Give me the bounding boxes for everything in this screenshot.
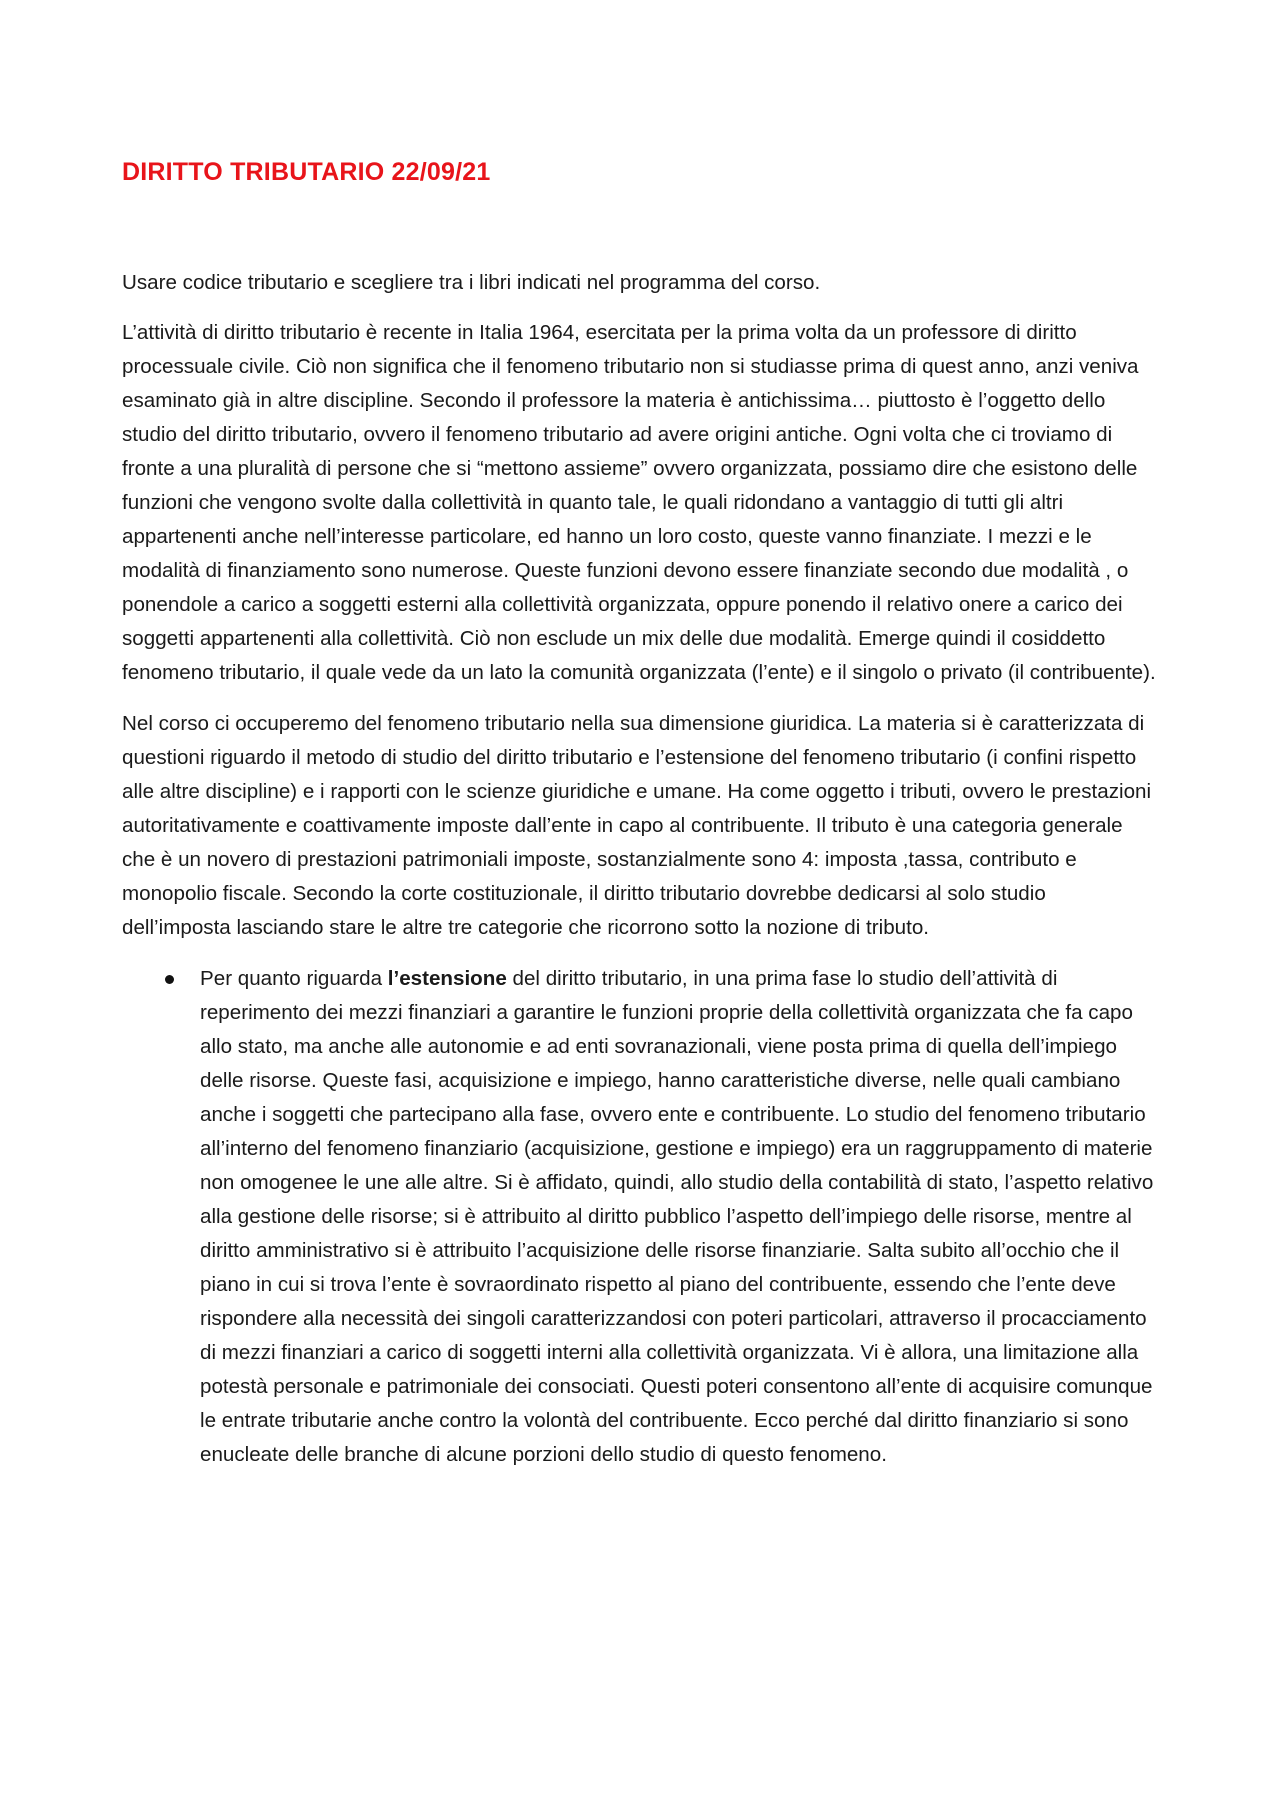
list-item [122,962,1160,1472]
bullet-text: del diritto tributario, in una prima fase lo studio dell’attività di reperimento dei mezzi finanziari a garantire le funzioni proprie della collettività organizzata che fa capo allo stato, ma anche alle autonomie e ad enti sovranazionali, viene posta prima di quella dell’impiego delle risorse. Queste fasi, acquisizione e impiego, hanno caratteristiche diverse, nelle quali cambiano anche i soggetti che partecipano alla fase, ovvero ente e contribuente. Lo studio del fenomeno tributario all’interno del fenomeno finanziario (acquisizione, gestione e impiego) era un raggruppamento di materie non omogenee le une alle altre. Si è affidato, quindi, allo studio della contabilità di stato, l’aspetto relativo alla gestione delle risorse; si è attribuito al diritto pubblico l’aspetto dell’impiego delle risorse, mentre al diritto amministrativo si è attribuito l’acquisizione delle risorse finanziarie. Salta subito all’occhio che il piano in cui si trova l’ente è sovraordinato rispetto al piano del contribuente, essendo che l’ente deve rispondere alla necessità dei singoli caratterizzandosi con poteri particolari, attraverso il procacciamento di mezzi finanziari a carico di soggetti interni alla collettività organizzata. Vi è allora, una limitazione alla potestà personale e patrimoniale dei consociati. Questi poteri consentono all’ente di acquisire comunque le entrate tributarie anche contro la volontà del contribuente. Ecco perché dal diritto finanziario si sono enucleate delle branche di alcune porzioni dello studio di questo fenomeno. [200,967,1154,1466]
document-title: DIRITTO TRIBUTARIO 22/09/21 [122,158,491,186]
paragraph-intro: Usare codice tributario e scegliere tra i libri indicati nel programma del corso. [122,271,821,294]
paragraph-course-scope: Nel corso ci occuperemo del fenomeno tributario nella sua dimensione giuridica. La materia si è caratterizzata di questioni riguardo il metodo di studio del diritto tributario e l’estensione del fenomeno tributario (i confini rispetto alle altre discipline) e i rapporti con le scienze giuridiche e umane. Ha come oggetto i tributi, ovvero le prestazioni autoritativamente e coattivamente imposte dall’ente in capo al contribuente. Il tributo è una categoria generale che è un novero di prestazioni patrimoniali imposte, sostanzialmente sono 4: imposta ,tassa, contributo e monopolio fiscale. Secondo la corte costituzionale, il diritto tributario dovrebbe dedicarsi al solo studio dell’imposta lasciando stare le altre tre categorie che ricorrono sotto la nozione di tributo. [122,712,1152,939]
bullet-list [122,962,1160,1472]
document-body [122,266,1160,1472]
paragraph-history: L’attività di diritto tributario è recente in Italia 1964, esercitata per la prima volta da un professore di diritto processuale civile. Ciò non significa che il fenomeno tributario non si studiasse prima di quest anno, anzi veniva esaminato già in altre discipline. Secondo il professore la materia è antichissima… piuttosto è l’oggetto dello studio del diritto tributario, ovvero il fenomeno tributario ad avere origini antiche. Ogni volta che ci troviamo di fronte a una pluralità di persone che si “mettono assieme” ovvero organizzata, possiamo dire che esistono delle funzioni che vengono svolte dalla collettività in quanto tale, le quali ridondano a vantaggio di tutti gli altri appartenenti anche nell’interesse particolare, ed hanno un loro costo, queste vanno finanziate. I mezzi e le modalità di finanziamento sono numerose. Queste funzioni devono essere finanziate secondo due modalità , o ponendole a carico a soggetti esterni alla collettività organizzata, oppure ponendo il relativo onere a carico dei soggetti appartenenti alla collettività. Ciò non esclude un mix delle due modalità. Emerge quindi il cosiddetto fenomeno tributario, il quale vede da un lato la comunità organizzata (l’ente) e il singolo o privato (il contribuente). [122,321,1156,684]
bullet-lead: Per quanto riguarda [200,967,388,990]
bullet-bold-term: l’estensione [387,967,507,990]
bullet-icon [165,975,174,984]
